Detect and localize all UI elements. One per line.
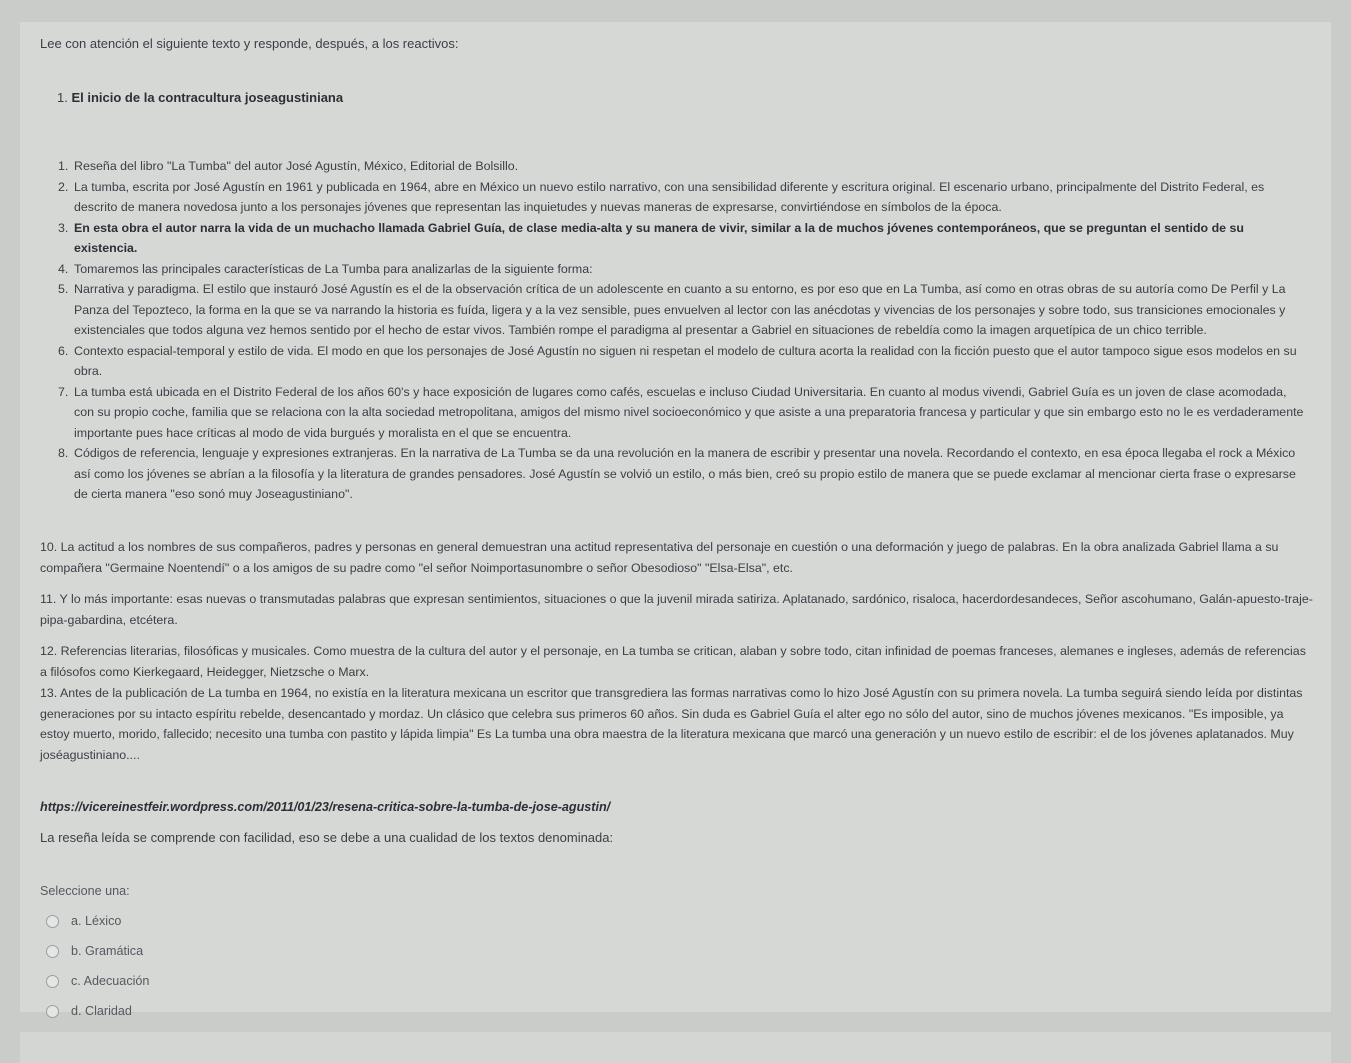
list-item: [58, 382, 1308, 444]
item-text: La tumba, escrita por José Agustín en 1961 y publicada en 1964, abre en México un nuevo estilo narrativo, con una sensibilidad diferente y escritura original. El escenario urbano, principalmente del Distrito Federal, es descrito de manera novedosa junto a los personajes jóvenes que representan las inquietudes y nuevas maneras de expresarse, convirtiéndose en símbolos de la época.: [74, 179, 1265, 214]
paragraph-13: 13. Antes de la publicación de La tumba en 1964, no existía en la literatura mexicana un escritor que transgrediera las formas narrativas como lo hizo José Agustín con su primera novela. La tumba seguirá siendo leída por distintas generaciones por su intacto espíritu rebelde, desencantado y mordaz. Un clásico que celebra sus primeros 60 años. Sin duda es Gabriel Guía el alter ego no sólo del autor, sino de muchos jóvenes mexicanos. "Es imposible, ya estoy muerto, morido, fallecido; necesito una tumba con pastito y lápida limpia" Es La tumba una obra maestra de la literatura mexicana que marcó una generación y un nuevo estilo de escribir: el de los jóvenes aplatanados. Muy joséagustiniano....: [40, 686, 1303, 762]
option-label: b. Gramática: [71, 944, 144, 958]
list-item: [58, 279, 1308, 341]
option-label: a. Léxico: [71, 914, 122, 928]
paragraph-12: 12. Referencias literarias, filosóficas y musicales. Como muestra de la cultura del autor y el personaje, en La tumba se critican, alaban y sobre todo, citan infinidad de poemas franceses, alemanes e ingleses, además de referencias a filósofos como Kierkegaard, Heidegger, Nietzsche o Marx.: [40, 644, 1306, 679]
radio-icon[interactable]: [46, 1005, 59, 1018]
item-text: Reseña del libro "La Tumba" del autor José Agustín, México, Editorial de Bolsillo.: [74, 159, 519, 173]
list-item: [58, 177, 1308, 218]
footer-bar: [20, 1032, 1331, 1063]
item-number: 6.: [58, 343, 69, 358]
item-number: 2.: [58, 179, 69, 194]
option-d[interactable]: [46, 996, 149, 1026]
item-text: Narrativa y paradigma. El estilo que instauró José Agustín es el de la observación crítica de un adolescente en cuanto a su entorno, es por eso que en La Tumba, así como en otras obras de su autoría como De Perfil y La Panza del Tepozteco, la forma en la que se va narrando la historia es fuída, ligera y a la vez sensible, pues envuelven al lector con las anécdotas y vivencias de los personajes y sobre todo, sus transiciones emocionales y existenciales que todos alguna vez hemos sentido por el hecho de estar vivos. También rompe el paradigma al presentar a Gabriel en situaciones de rebeldía como la imagen arquetípica de un chico terrible.: [74, 282, 1286, 337]
item-text: Códigos de referencia, lenguaje y expresiones extranjeras. En la narrativa de La Tumba se da una revolución en la manera de escribir y presentar una novela. Recordando el contexto, en esa época llegaba el rock a México así como los jóvenes se abrían a la filosofía y la literatura de grandes pensadores. José Agustín se volvió un estilo, o más bien, creó su propio estilo de manera que se puede exclamar al mencionar cierta frase o expresarse de cierta manera "eso sonó muy Joseagustiniano".: [74, 446, 1296, 501]
question-text: La reseña leída se comprende con facilidad, eso se debe a una cualidad de los textos denominada:: [40, 830, 614, 845]
option-label: c. Adecuación: [71, 974, 150, 988]
source-link[interactable]: https://vicereinestfeir.wordpress.com/2011/01/23/resena-critica-sobre-la-tumba-de-jose-agustin/: [40, 800, 611, 814]
radio-icon[interactable]: [46, 915, 59, 928]
radio-icon[interactable]: [46, 945, 59, 958]
paragraph-11: 11. Y lo más importante: esas nuevas o transmutadas palabras que expresan sentimientos, situaciones o que la juvenil mirada satiriza. Aplatanado, sardónico, risaloca, hacerdordesandeces, Señor ascohumano, Galán-apuesto-traje-pipa-gabardina, etcétera.: [40, 592, 1313, 627]
item-number: 3.: [58, 220, 69, 235]
item-text: La tumba está ubicada en el Distrito Federal de los años 60's y hace exposición de lugares como cafés, escuelas e incluso Ciudad Universitaria. En cuanto al modus vivendi, Gabriel Guía es un joven de clase acomodada, con su propio coche, familia que se relaciona con la alta sociedad metropolitana, amigos del mismo nivel socioeconómico y que asiste a una preparatoria francesa y particular y que sin embargo esto no le es verdaderamente importante pues hace críticas al modo de vida burgués y moralista en el que se encuentra.: [74, 384, 1304, 440]
list-item: [58, 156, 1308, 177]
list-item: [58, 443, 1308, 505]
review-list: [58, 156, 1308, 505]
option-c[interactable]: [46, 966, 149, 996]
item-number: 5.: [58, 282, 69, 296]
item-number: 4.: [58, 261, 69, 276]
list-item: [58, 341, 1308, 382]
question-panel: [20, 22, 1331, 1018]
answer-options: [46, 906, 149, 1026]
item-text: Tomaremos las principales características de La Tumba para analizarlas de la siguiente forma:: [74, 261, 593, 276]
item-number: 7.: [58, 384, 69, 399]
item-number: 1.: [58, 159, 69, 173]
item-number: 8.: [58, 446, 69, 460]
option-label: d. Claridad: [71, 1004, 132, 1018]
paragraph-10: 10. La actitud a los nombres de sus compañeros, padres y personas en general demuestran una actitud representativa del personaje en cuestión o una deformación y juego de palabras. En la obra analizada Gabriel llama a su compañera "Germaine Noentendí" o a los amigos de su padre como "el señor Noimportasunombre o señor Obesodioso" "Elsa-Elsa", etc.: [40, 540, 1279, 575]
item-text: Contexto espacial-temporal y estilo de vida. El modo en que los personajes de José Agustín no siguen ni respetan el modelo de cultura acorta la realidad con la ficción puesto que el autor tampoco sigue esos modelos en su obra.: [74, 343, 1297, 378]
instructions: Lee con atención el siguiente texto y responde, después, a los reactivos:: [40, 36, 459, 51]
list-item: [58, 259, 1308, 280]
section-title: [57, 90, 343, 105]
section-number: 1.: [57, 90, 68, 105]
option-b[interactable]: [46, 936, 149, 966]
item-text: En esta obra el autor narra la vida de un muchacho llamada Gabriel Guía, de clase media-alta y su manera de vivir, similar a la de muchos jóvenes contemporáneos, que se preguntan el sentido de su existencia.: [74, 220, 1244, 255]
list-item: [58, 218, 1308, 259]
select-prompt: Seleccione una:: [40, 884, 130, 898]
option-a[interactable]: [46, 906, 149, 936]
radio-icon[interactable]: [46, 975, 59, 988]
section-heading: El inicio de la contracultura joseagustiniana: [71, 90, 344, 105]
